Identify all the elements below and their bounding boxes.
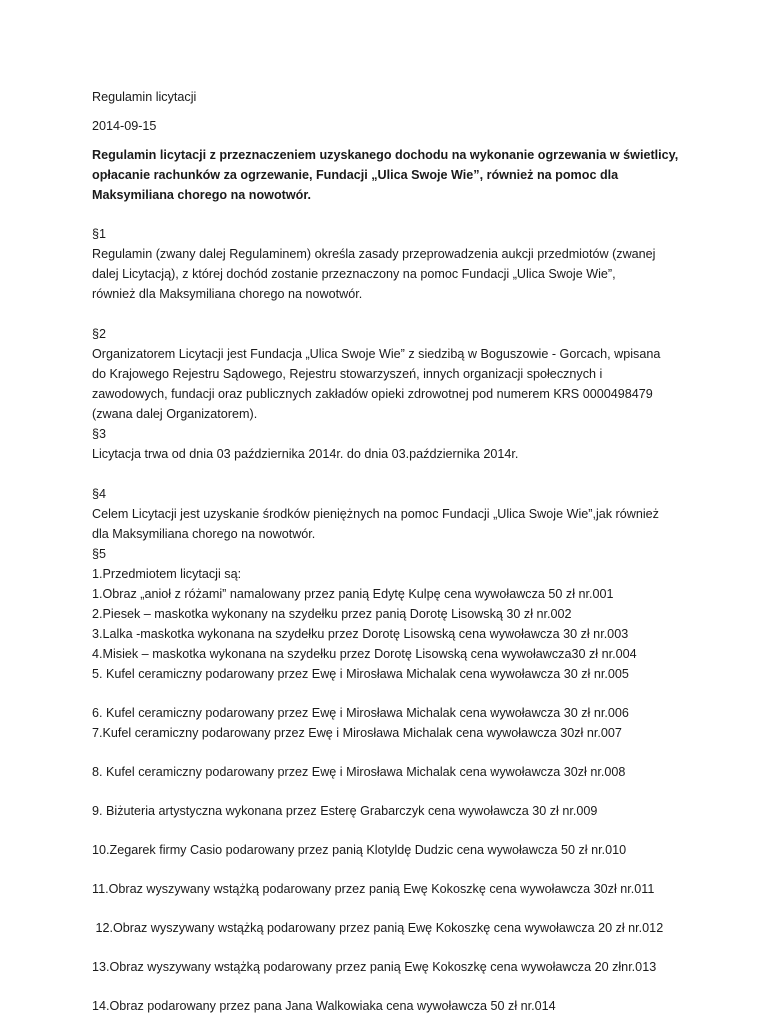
list-item: 5. Kufel ceramiczny podarowany przez Ewę i Mirosława Michalak cena wywoławcza 30 zł nr.005 bbox=[92, 667, 629, 681]
document-page bbox=[92, 87, 692, 1016]
paragraph-line: Licytacja trwa od dnia 03 października 2014r. do dnia 03.października 2014r. bbox=[92, 447, 519, 461]
paragraph-line: dla Maksymiliana chorego na nowotwór. bbox=[92, 527, 316, 541]
section-mark: §3 bbox=[92, 427, 107, 441]
document-title: Regulamin licytacji bbox=[92, 90, 197, 104]
heading-line: opłacanie rachunków za ogrzewanie, Fundacji „Ulica Swoje Wie”, również na pomoc dla bbox=[92, 168, 619, 182]
list-item: 8. Kufel ceramiczny podarowany przez Ewę i Mirosława Michalak cena wywoławcza 30zł nr.008 bbox=[92, 765, 626, 779]
paragraph-line: Regulamin (zwany dalej Regulaminem) określa zasady przeprowadzenia aukcji przedmiotów (zwanej bbox=[92, 247, 656, 261]
section-2 bbox=[92, 324, 692, 424]
paragraph-line: do Krajowego Rejestru Sądowego, Rejestru stowarzyszeń, innych organizacji społecznych i bbox=[92, 367, 603, 381]
document-date: 2014-09-15 bbox=[92, 119, 157, 133]
section-4 bbox=[92, 484, 692, 544]
list-item: 13.Obraz wyszywany wstążką podarowany przez panią Ewę Kokoszkę cena wywoławcza 20 złnr.013 bbox=[92, 960, 657, 974]
list-intro: 1.Przedmiotem licytacji są: bbox=[92, 567, 242, 581]
section-3 bbox=[92, 424, 692, 464]
document-heading bbox=[92, 145, 692, 205]
paragraph-line: Celem Licytacji jest uzyskanie środków pieniężnych na pomoc Fundacji „Ulica Swoje Wie”,jak również bbox=[92, 507, 659, 521]
section-5 bbox=[92, 544, 692, 1016]
list-item: 11.Obraz wyszywany wstążką podarowany przez panią Ewę Kokoszkę cena wywoławcza 30zł nr.011 bbox=[92, 882, 655, 896]
paragraph-line: również dla Maksymiliana chorego na nowotwór. bbox=[92, 287, 363, 301]
section-1 bbox=[92, 224, 692, 304]
list-item: 12.Obraz wyszywany wstążką podarowany przez panią Ewę Kokoszkę cena wywoławcza 20 zł nr.012 bbox=[92, 921, 664, 935]
list-item: 7.Kufel ceramiczny podarowany przez Ewę i Mirosława Michalak cena wywoławcza 30zł nr.007 bbox=[92, 726, 622, 740]
section-mark: §4 bbox=[92, 487, 107, 501]
list-item: 3.Lalka -maskotka wykonana na szydełku przez Dorotę Lisowską cena wywoławcza 30 zł nr.003 bbox=[92, 627, 629, 641]
list-item: 10.Zegarek firmy Casio podarowany przez panią Klotyldę Dudzic cena wywoławcza 50 zł nr.010 bbox=[92, 843, 627, 857]
list-item: 9. Biżuteria artystyczna wykonana przez Esterę Grabarczyk cena wywoławcza 30 zł nr.009 bbox=[92, 804, 598, 818]
paragraph-line: (zwana dalej Organizatorem). bbox=[92, 407, 258, 421]
list-item: 14.Obraz podarowany przez pana Jana Walkowiaka cena wywoławcza 50 zł nr.014 bbox=[92, 999, 556, 1013]
paragraph-line: Organizatorem Licytacji jest Fundacja „Ulica Swoje Wie” z siedzibą w Boguszowie - Gorcach, wpisana bbox=[92, 347, 661, 361]
list-item: 4.Misiek – maskotka wykonana na szydełku przez Dorotę Lisowską cena wywoławcza30 zł nr.004 bbox=[92, 647, 637, 661]
list-item: 2.Piesek – maskotka wykonany na szydełku przez panią Dorotę Lisowską 30 zł nr.002 bbox=[92, 607, 572, 621]
section-mark: §1 bbox=[92, 227, 107, 241]
paragraph-line: dalej Licytacją), z której dochód zostanie przeznaczony na pomoc Fundacji „Ulica Swoje Wie”, bbox=[92, 267, 616, 281]
section-mark: §2 bbox=[92, 327, 107, 341]
heading-line: Regulamin licytacji z przeznaczeniem uzyskanego dochodu na wykonanie ogrzewania w świetlicy, bbox=[92, 148, 679, 162]
auction-items-list bbox=[92, 584, 692, 1016]
list-item: 1.Obraz „anioł z różami” namalowany przez panią Edytę Kulpę cena wywoławcza 50 zł nr.001 bbox=[92, 587, 614, 601]
paragraph-line: zawodowych, fundacji oraz publicznych zakładów opieki zdrowotnej pod numerem KRS 0000498479 bbox=[92, 387, 653, 401]
section-mark: §5 bbox=[92, 547, 107, 561]
list-item: 6. Kufel ceramiczny podarowany przez Ewę i Mirosława Michalak cena wywoławcza 30 zł nr.006 bbox=[92, 706, 629, 720]
heading-line: Maksymiliana chorego na nowotwór. bbox=[92, 188, 312, 202]
